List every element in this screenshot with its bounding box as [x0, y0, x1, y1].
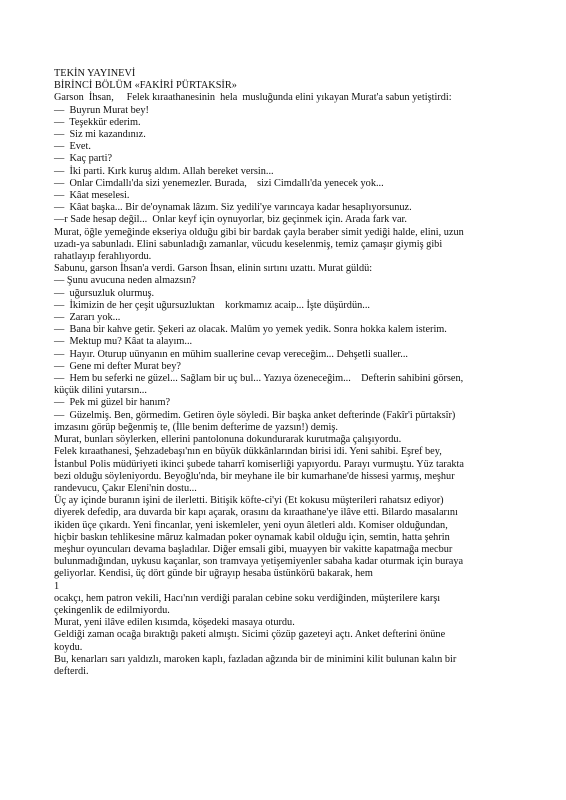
chapter-heading: BİRİNCİ BÖLÜM «FAKİRİ PÜRTAKSİR» [54, 80, 237, 92]
dialogue-line: — Mektup mu? Kâat ta alayım... [54, 336, 193, 348]
dialogue-line: — Kaç parti? [54, 153, 113, 165]
text-line: diyerek defedip, ara duvarda bir kapı açarak, orasını da kıraathane'ye ilâve etti. Bilardo masalarını [54, 507, 458, 519]
text-line: İstanbul Polis müdüriyeti ikinci şubede taharrî komiserliği yapıyordu. Parayı vurmuştu. Yüz tarakta [54, 458, 464, 470]
dialogue-line: — Onlar Cimdallı'da sizi yenemezler. Burada, sizi Cimdallı'da yenecek yok... [54, 177, 384, 189]
text-line: Üç ay içinde buranın işini de ilerletti. Bitişik köfte-ci'yi (Et kokusu müşterileri rahatsız ediyor) [54, 495, 444, 507]
dialogue-line: — Şunu avucuna neden almazsın? [54, 275, 196, 287]
text-line: ocakçı, hem patron vekili, Hacı'nın verdiği paralan cebine soku verdiğinden, müşterilere karşı [54, 592, 441, 604]
text-line: Bu, kenarları sarı yaldızlı, maroken kaplı, fazladan ağzında bir de minimini kilit bulunan kalın bir [54, 653, 457, 665]
page-number: 1 [54, 580, 60, 592]
text-line: geliyorlar. Kendisi, üç dört günde bir uğrayıp hesaba üstünkörü bakarak, hem [54, 568, 373, 580]
dialogue-line: — Kâat başka... Bir de'oynamak lâzım. Siz yedili'ye varıncaya kadar hesaplıyorsunuz. [54, 202, 412, 214]
dialogue-line: — Hayır. Oturup uünyanın en mühim suallerine cevap vereceğim... Dehşetli sualler... [54, 348, 409, 360]
dialogue-line: — İki parti. Kırk kuruş aldım. Allah bereket versin... [54, 165, 274, 177]
text-line: Murat, yeni ilâve edilen kısımda, köşedeki masaya oturdu. [54, 617, 295, 629]
dialogue-line: — Pek mi güzel bir hanım? [54, 397, 171, 409]
text-line: Felek kıraathanesi, Şehzadebaşı'nın en büyük dükkânlarından birisi idi. Yeni sahibi. Eşref bey, [54, 446, 442, 458]
text-line: uzadı-ya sabunladı. Elini sabunladığı zamanlar, vücudu keselenmiş, temiz çamaşır giymiş gibi [54, 238, 443, 250]
text-line: imzasını görüp beğenmiş te, (İlle benim defterime de yazsın!) demiş. [54, 421, 338, 433]
text-line: Garson İhsan, Felek kıraathanesinin hela musluğunda elini yıkayan Murat'a sabun yetiştirdi: [54, 92, 452, 104]
text-line: rahatlayıp ferahlıyordu. [54, 251, 152, 263]
dialogue-line: — Teşekkür ederim. [54, 116, 141, 128]
dialogue-line: — Siz mi kazandınız. [54, 129, 146, 141]
dialogue-line: — Zararı yok... [54, 312, 121, 324]
dialogue-line: — Gene mi defter Murat bey? [54, 360, 181, 372]
text-line: bezi olduğu söyleniyordu. Beyoğlu'nda, bir meyhane ile bir kumarhane'de hissesi yarmış, meşhur [54, 470, 455, 482]
text-line: hiçbir baskın tehlikesine mâruz kalmadan poker oynamak kabil olduğu için, semtin, hatta şehrin [54, 531, 450, 543]
document-body [54, 68, 534, 678]
dialogue-line: — Kâat meselesi. [54, 190, 130, 202]
dialogue-line: — Evet. [54, 141, 91, 153]
dialogue-line: — Güzelmiş. Ben, görmedim. Getiren öyle söyledi. Bir başka anket defterinde (Fakîr'i pürtaksîr) [54, 409, 456, 421]
text-line: Murat, bunları söylerken, ellerini pantolonuna dokundurarak kurutmağa çalışıyordu. [54, 434, 402, 446]
text-line: bulunmadığından, uykusu kaçanlar, son tramvaya yetişemiyenler sabaha kadar oturmak için buraya [54, 556, 464, 568]
publisher-heading: TEKİN YAYINEVİ [54, 68, 136, 79]
text-line: randevucu, Çakır Eleni'nin dostu... [54, 482, 197, 494]
text-line: çekingenlik de edilmiyordu. [54, 604, 170, 616]
dialogue-line: — Buyrun Murat bey! [54, 104, 149, 116]
text-line: ikiden üçe çıkardı. Yeni fincanlar, yeni iskemleler, yeni oyun âletleri aldı. Komiser olduğundan, [54, 519, 448, 531]
dialogue-line: — İkimizin de her çeşit uğursuzluktan korkmamız acaip... İşte düşürdün... [54, 299, 370, 311]
dialogue-line: — Hem bu seferki ne güzel... Sağlam bir uç bul... Yazıya özeneceğim... Defterin sahibini görsen, [54, 373, 464, 385]
text-line: defterdi. [54, 665, 89, 677]
text-line: koydu. [54, 641, 83, 653]
dialogue-line: — uğursuzluk olurmuş. [54, 287, 155, 299]
text-line: meşhur oyuncuları devama başladılar. Diğer emsali gibi, muayyen bir vakitte kapatmağa mecbur [54, 543, 453, 555]
dialogue-line: — Bana bir kahve getir. Şekeri az olacak. Malûm yo yemek yedik. Sonra hokka kalem isterim. [54, 324, 447, 336]
dialogue-line: —r Sade hesap değil... Onlar keyf için oynuyorlar, biz geçinmek için. Arada fark var. [54, 214, 407, 226]
text-line: küçük dilini yutarsın... [54, 385, 147, 397]
text-line: Murat, öğle yemeğinde ekseriya olduğu gibi bir bardak çayla beraber simit yediği halde, elini, uzun [54, 226, 464, 238]
text-line: Geldiği zaman ocağa bıraktığı paketi almıştı. Sicimi çözüp gazeteyi açtı. Anket defterini önüne [54, 629, 446, 641]
text-line: Sabunu, garson İhsan'a verdi. Garson İhsan, elinin sırtını uzattı. Murat güldü: [54, 263, 373, 275]
